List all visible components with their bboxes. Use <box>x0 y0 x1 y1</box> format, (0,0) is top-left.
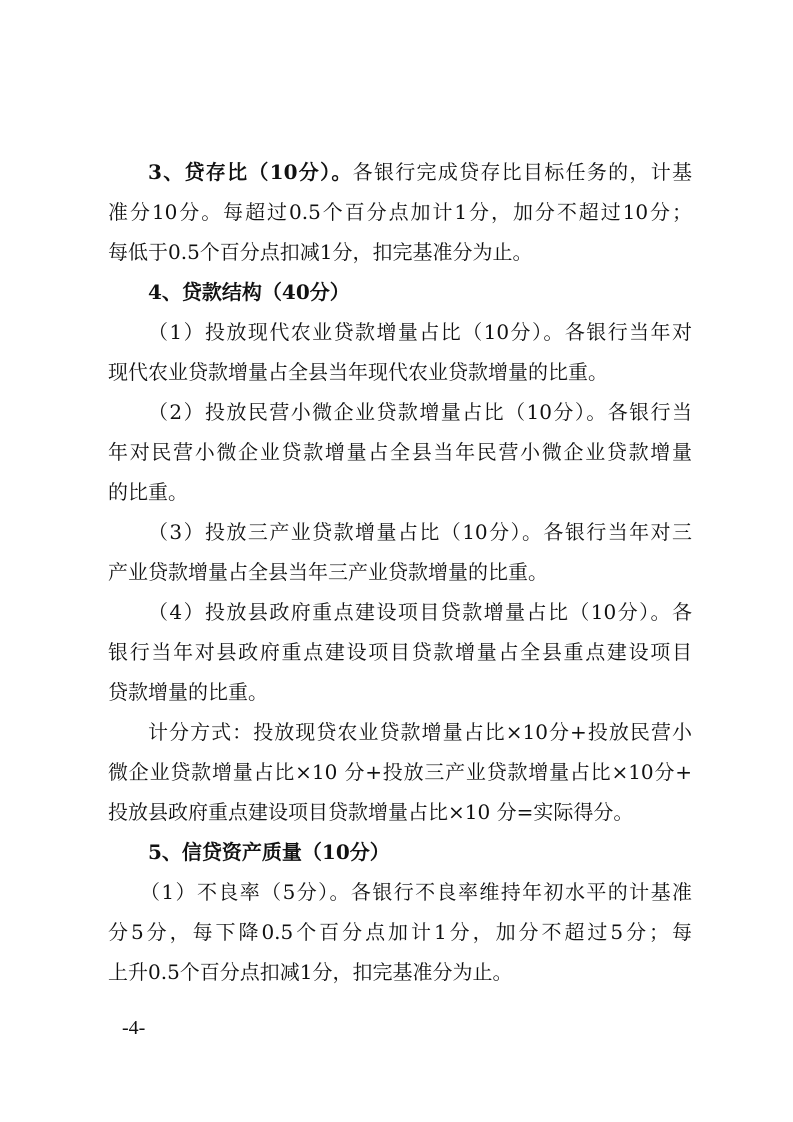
scoring-method-line-3: 投放县政府重点建设项目贷款增量占比×10 分=实际得分。 <box>108 800 634 824</box>
section-5-item-1-line-1: （1）不良率（5分）。各银行不良率维持年初水平的计基准 <box>140 880 692 904</box>
section-3-heading: 3、贷存比（10分）。 <box>148 160 353 184</box>
section-5-heading: 5、信贷资产质量（10分） <box>148 840 390 864</box>
section-4-item-3-line-1: （3）投放三产业贷款增量占比（10分）。各银行当年对三 <box>148 520 692 544</box>
document-body <box>108 152 692 992</box>
section-3-line-3: 每低于0.5个百分点扣减1分，扣完基准分为止。 <box>108 240 533 264</box>
section-4-item-1-line-2: 现代农业贷款增量占全县当年现代农业贷款增量的比重。 <box>108 360 608 384</box>
section-4-item-3-line-2: 产业贷款增量占全县当年三产业贷款增量的比重。 <box>108 560 548 584</box>
section-4-item-2-line-2: 年对民营小微企业贷款增量占全县当年民营小微企业贷款增量 <box>108 440 692 464</box>
page-number: -4- <box>122 1017 146 1039</box>
scoring-method-line-1: 计分方式：投放现贷农业贷款增量占比×10分+投放民营小 <box>148 720 692 744</box>
section-3-line-2: 准分10分。每超过0.5个百分点加计1分，加分不超过10分； <box>108 200 692 224</box>
section-4-item-4-line-2: 银行当年对县政府重点建设项目贷款增量占全县重点建设项目 <box>108 640 692 664</box>
section-4-item-1-line-1: （1）投放现代农业贷款增量占比（10分）。各银行当年对 <box>148 320 692 344</box>
section-5-item-1-line-2: 分5分，每下降0.5个百分点加计1分，加分不超过5分；每 <box>108 920 692 944</box>
section-4-item-2-line-3: 的比重。 <box>108 480 188 504</box>
section-4-heading: 4、贷款结构（40分） <box>148 280 350 304</box>
section-4-item-4-line-3: 贷款增量的比重。 <box>108 680 268 704</box>
scoring-method-line-2: 微企业贷款增量占比×10 分+投放三产业贷款增量占比×10分+ <box>108 760 692 784</box>
section-3-text: 各银行完成贷存比目标任务的，计基 <box>352 160 693 184</box>
section-4-item-2-line-1: （2）投放民营小微企业贷款增量占比（10分）。各银行当 <box>148 400 692 424</box>
section-3-line-1 <box>108 152 692 192</box>
section-4-item-4-line-1: （4）投放县政府重点建设项目贷款增量占比（10分）。各 <box>148 600 692 624</box>
section-5-item-1-line-3: 上升0.5个百分点扣减1分，扣完基准分为止。 <box>108 960 513 984</box>
